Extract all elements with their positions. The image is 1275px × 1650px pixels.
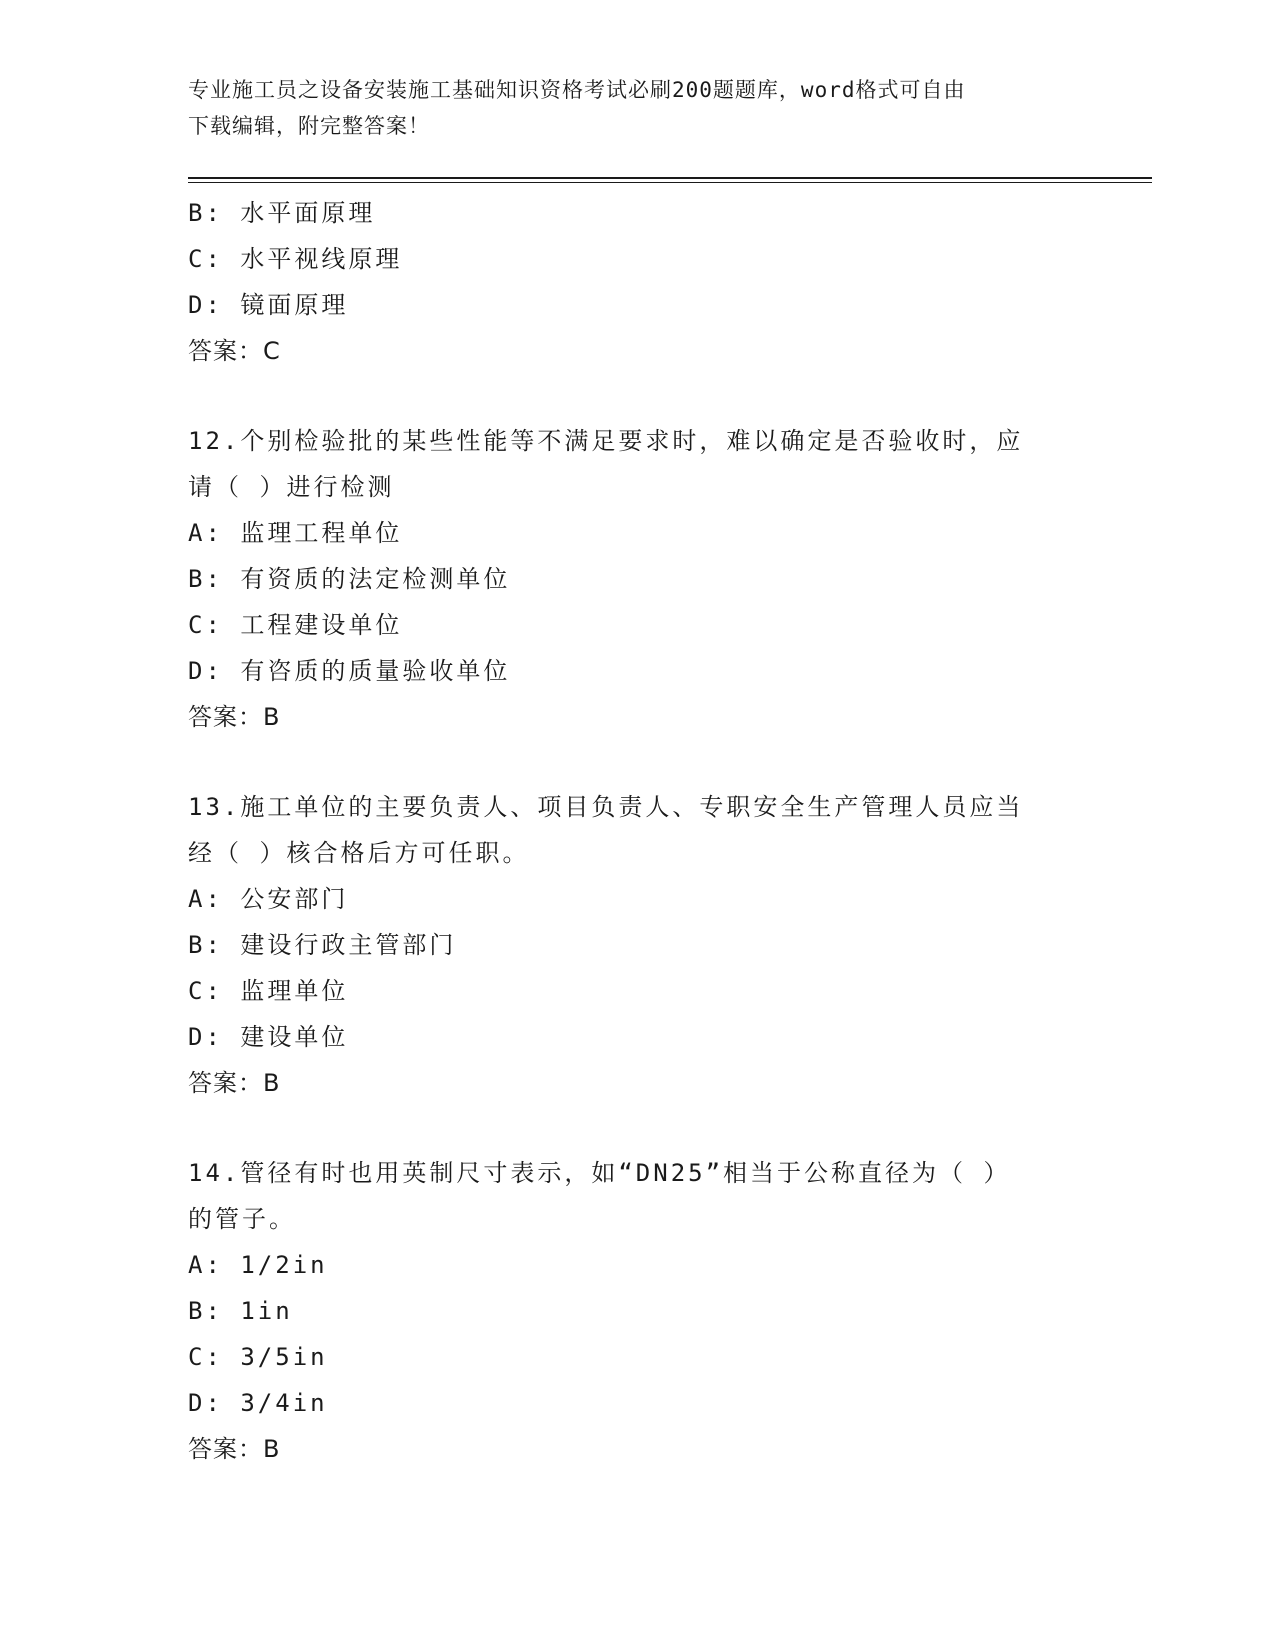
option-d: D: 镜面原理 [188,291,349,319]
answer-line: 答案：C [188,337,281,365]
header-line-1: 专业施工员之设备安装施工基础知识资格考试必刷200题题库，word格式可自由 [188,78,966,102]
option-a: A: 公安部门 [188,885,349,913]
answer-line: 答案：B [188,703,281,731]
answer-line: 答案：B [188,1435,281,1463]
option-c: C: 水平视线原理 [188,245,403,273]
option-b: B: 有资质的法定检测单位 [188,565,511,593]
question-11-tail [188,190,1088,374]
option-b: B: 建设行政主管部门 [188,931,457,959]
option-a: A: 监理工程单位 [188,519,403,547]
question-text-line-2: 经（ ）核合格后方可任职。 [188,839,530,867]
option-b: B: 1in [188,1297,293,1325]
answer-line: 答案：B [188,1069,281,1097]
header-divider-thin [188,182,1152,183]
question-13 [188,784,1088,1106]
question-text-line-2: 请（ ）进行检测 [188,473,395,501]
question-content [188,190,1088,1472]
option-c: C: 工程建设单位 [188,611,403,639]
question-12 [188,418,1088,740]
option-d: D: 3/4in [188,1389,328,1417]
spacer [188,1106,1088,1150]
option-c: C: 监理单位 [188,977,349,1005]
question-text-line-1: 12.个别检验批的某些性能等不满足要求时，难以确定是否验收时，应 [188,427,1024,455]
option-c: C: 3/5in [188,1343,328,1371]
option-d: D: 有咨质的质量验收单位 [188,657,511,685]
option-b: B: 水平面原理 [188,199,376,227]
document-header [188,72,1068,144]
spacer [188,740,1088,784]
question-text-line-2: 的管子。 [188,1205,296,1233]
question-14 [188,1150,1088,1472]
header-divider-thick [188,177,1152,179]
option-a: A: 1/2in [188,1251,328,1279]
question-text-line-1: 13.施工单位的主要负责人、项目负责人、专职安全生产管理人员应当 [188,793,1024,821]
question-text-line-1: 14.管径有时也用英制尺寸表示，如“DN25”相当于公称直径为（ ） [188,1159,1011,1187]
header-line-2: 下载编辑，附完整答案！ [188,114,430,138]
spacer [188,374,1088,418]
option-d: D: 建设单位 [188,1023,349,1051]
